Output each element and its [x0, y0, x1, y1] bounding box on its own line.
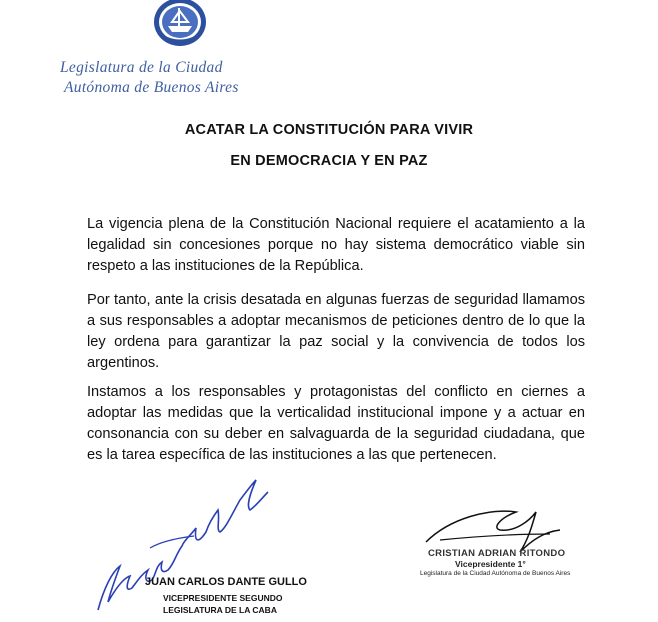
title-line-2: EN DEMOCRACIA Y EN PAZ — [230, 153, 428, 169]
paragraph-3: Instamos a los responsables y protagonistas del conflicto en ciernes a adoptar las medidas que la verticalidad institucional impone y a actuar en consonancia con su deber en salvaguarda de la seguridad ciudadana, que es la tarea específica de las instituciones a las que pertenecen. — [87, 384, 585, 463]
institution-line-1: Legislatura de la Ciudad — [60, 59, 223, 76]
signer-left-name: JUAN CARLOS DANTE GULLO — [145, 576, 307, 588]
paragraph-2: Por tanto, ante la crisis desatada en algunas fuerzas de seguridad llamamos a sus responsables a adoptar mecanismos de peticiones dentro de lo que la ley ordena para garantizar la paz social y la convivencia de todos los argentinos. — [87, 292, 585, 371]
title-line-1: ACATAR LA CONSTITUCIÓN PARA VIVIR — [184, 122, 474, 138]
signer-right-name: CRISTIAN ADRIAN RITONDO — [428, 548, 566, 559]
institution-line-2: Autónoma de Buenos Aires — [64, 79, 239, 96]
signer-right-org: Legislatura de la Ciudad Autónoma de Buenos Aires — [420, 570, 571, 577]
signer-left-org: LEGISLATURA DE LA CABA — [163, 605, 277, 615]
city-seal-icon — [148, 0, 212, 50]
institution-name — [60, 58, 300, 98]
signer-right-role: Vicepresidente 1° — [455, 559, 526, 569]
signer-left-role: VICEPRESIDENTE SEGUNDO — [163, 593, 283, 603]
paragraph-1: La vigencia plena de la Constitución Nacional requiere el acatamiento a la legalidad sin concesiones porque no hay sistema democrático viable sin respeto a las instituciones de la República. — [87, 216, 585, 274]
